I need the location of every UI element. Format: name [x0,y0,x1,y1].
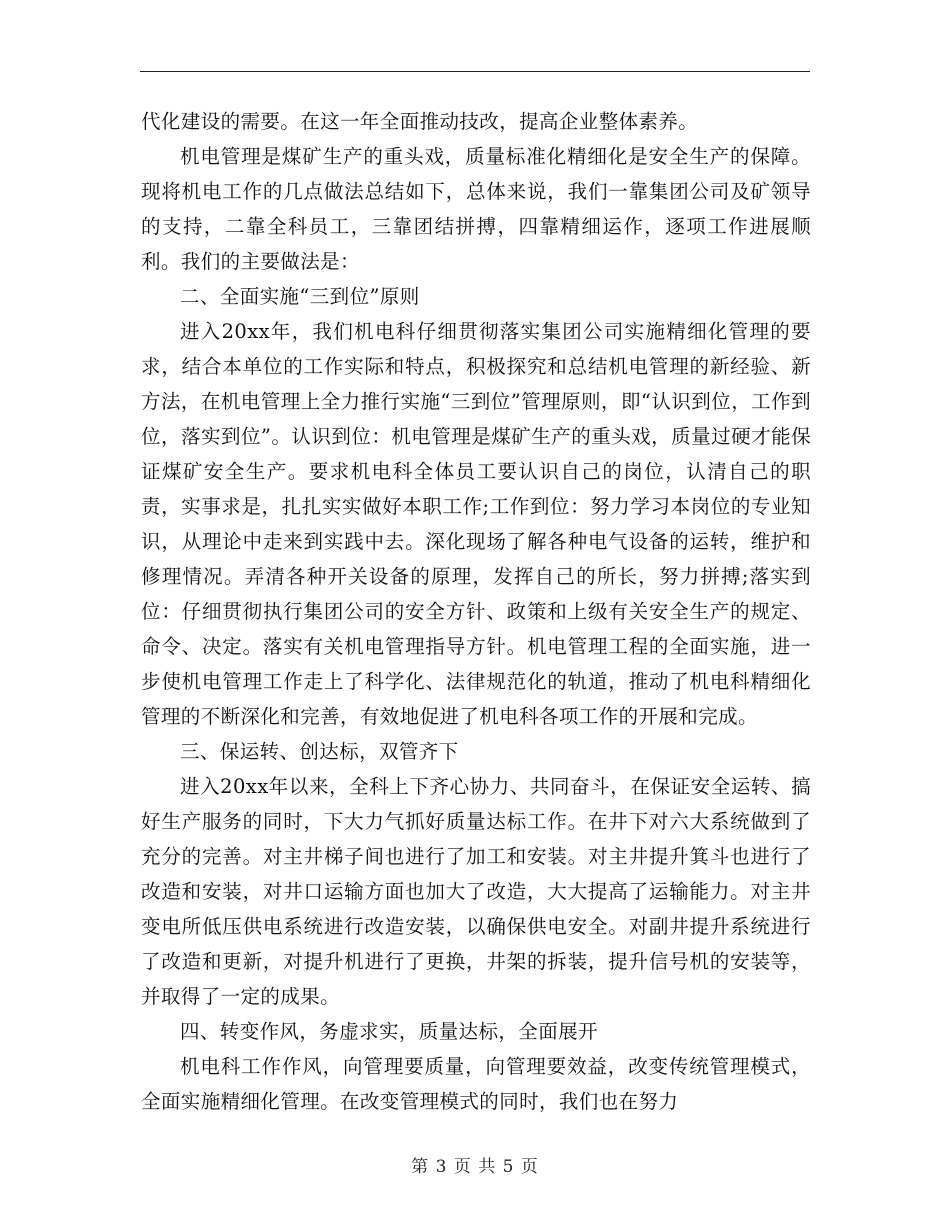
paragraph: 机电管理是煤矿生产的重头戏，质量标准化精细化是安全生产的保障。现将机电工作的几点做法总结如下，总体来说，我们一靠集团公司及矿领导的支持，二靠全科员工，三靠团结拼搏，四靠精细运作，逐项工作进展顺利。我们的主要做法是： [141,145,811,273]
paragraph: 进入20xx年，我们机电科仔细贯彻落实集团公司实施精细化管理的要求，结合本单位的工作实际和特点，积极探究和总结机电管理的新经验、新方法，在机电管理上全力推行实施“三到位”管理原则，即“认识到位，工作到位，落实到位”。认识到位：机电管理是煤矿生产的重头戏，质量过硬才能保证煤矿安全生产。要求机电科全体员工要认识自己的岗位，认清自己的职责，实事求是，扎扎实实做好本职工作;工作到位：努力学习本岗位的专业知识，从理论中走来到实践中去。深化现场了解各种电气设备的运转，维护和修理情况。弄清各种开关设备的原理，发挥自己的所长，努力拼搏;落实到位：仔细贯彻执行集团公司的安全方针、政策和上级有关安全生产的规定、命令、决定。落实有关机电管理指导方针。机电管理工程的全面实施，进一步使机电管理工作走上了科学化、法律规范化的轨道，推动了机电科精细化管理的不断深化和完善，有效地促进了机电科各项工作的开展和完成。 [141,320,811,728]
page-number-footer: 第 3 页 共 5 页 [411,1157,539,1177]
document-body [141,104,811,1119]
section-heading-4: 四、转变作风，务虚求实，质量达标，全面展开 [180,1020,598,1043]
section-heading-3: 三、保运转、创达标，双管齐下 [180,740,459,763]
paragraph: 进入20xx年以来，全科上下齐心协力、共同奋斗，在保证安全运转、搞好生产服务的同时，下大力气抓好质量达标工作。在井下对六大系统做到了充分的完善。对主井梯子间也进行了加工和安装。对主井提升箕斗也进行了改造和安装，对井口运输方面也加大了改造，大大提高了运输能力。对主井变电所低压供电系统进行改造安装，以确保供电安全。对副井提升系统进行了改造和更新，对提升机进行了更换，井架的拆装，提升信号机的安装等，并取得了一定的成果。 [141,775,811,1008]
header-rule [140,71,810,72]
paragraph-continued: 代化建设的需要。在这一年全面推动技改，提高企业整体素养。 [141,110,699,133]
section-heading-2: 二、全面实施“三到位”原则 [180,285,420,308]
paragraph: 机电科工作作风，向管理要质量，向管理要效益，改变传统管理模式，全面实施精细化管理。在改变管理模式的同时，我们也在努力 [141,1055,811,1113]
